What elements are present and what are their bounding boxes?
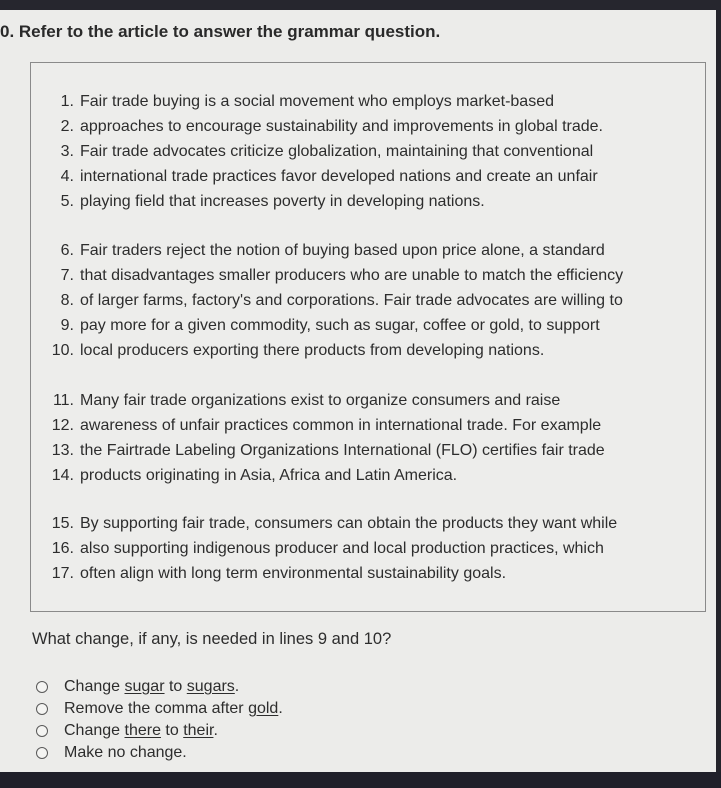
line-number: 16. — [51, 540, 74, 557]
top-bezel — [0, 0, 721, 10]
article-line — [42, 537, 604, 561]
question-heading: 0. Refer to the article to answer the grammar question. — [0, 22, 441, 41]
line-number: 11. — [52, 392, 74, 409]
line-text: that disadvantages smaller producers who are unable to match the efficiency — [80, 267, 624, 284]
article-line — [42, 389, 560, 413]
line-text: local producers exporting there products from developing nations. — [80, 342, 545, 359]
line-text: approaches to encourage sustainability and improvements in global trade. — [80, 118, 603, 135]
line-number: 7. — [60, 267, 74, 284]
line-text: the Fairtrade Labeling Organizations International (FLO) certifies fair trade — [80, 442, 605, 459]
line-text: products originating in Asia, Africa and Latin America. — [80, 467, 458, 484]
line-number: 15. — [51, 515, 74, 532]
line-number: 10. — [51, 342, 74, 359]
article-line — [42, 239, 605, 263]
line-number: 9. — [60, 317, 74, 334]
option-label: Change there to their. — [64, 722, 218, 739]
article-line — [42, 264, 623, 288]
radio-button-icon[interactable] — [36, 681, 48, 693]
line-text: Many fair trade organizations exist to organize consumers and raise — [80, 392, 561, 409]
article-line — [42, 464, 457, 488]
option-label: Remove the comma after gold. — [64, 700, 283, 717]
line-text: Fair trade advocates criticize globalization, maintaining that conventional — [80, 143, 594, 160]
line-text: pay more for a given commodity, such as sugar, coffee or gold, to support — [80, 317, 600, 334]
article-line — [42, 439, 605, 463]
radio-button-icon[interactable] — [36, 725, 48, 737]
line-number: 14. — [51, 467, 74, 484]
option-label: Change sugar to sugars. — [64, 678, 240, 695]
line-text: By supporting fair trade, consumers can obtain the products they want while — [80, 515, 618, 532]
article-line — [42, 165, 598, 189]
line-text: awareness of unfair practices common in international trade. For example — [80, 417, 602, 434]
article-line — [42, 562, 506, 586]
question-text: What change, if any, is needed in lines 9 and 10? — [32, 630, 392, 648]
line-number: 5. — [60, 193, 74, 210]
line-number: 1. — [60, 93, 74, 110]
article-line — [42, 339, 544, 363]
line-number: 2. — [60, 118, 74, 135]
line-number: 4. — [60, 168, 74, 185]
option-label: Make no change. — [64, 744, 187, 761]
line-text: international trade practices favor developed nations and create an unfair — [80, 168, 598, 185]
line-text: often align with long term environmental sustainability goals. — [80, 565, 507, 582]
line-number: 12. — [51, 417, 74, 434]
line-text: Fair trade buying is a social movement who employs market-based — [80, 93, 554, 110]
line-text: playing field that increases poverty in developing nations. — [80, 193, 485, 210]
article-line — [42, 115, 603, 139]
bottom-bezel — [0, 772, 721, 788]
article-line — [42, 314, 600, 338]
article-line — [42, 414, 601, 438]
radio-button-icon[interactable] — [36, 703, 48, 715]
radio-button-icon[interactable] — [36, 747, 48, 759]
line-number: 17. — [51, 565, 74, 582]
article-line — [42, 190, 485, 214]
line-number: 6. — [60, 242, 74, 259]
line-text: of larger farms, factory's and corporations. Fair trade advocates are willing to — [80, 292, 623, 309]
line-number: 8. — [60, 292, 74, 309]
article-line — [42, 512, 617, 536]
line-text: also supporting indigenous producer and local production practices, which — [80, 540, 604, 557]
article-line — [42, 140, 593, 164]
article-line — [42, 90, 554, 114]
line-number: 13. — [51, 442, 74, 459]
article-line — [42, 289, 623, 313]
line-number: 3. — [60, 143, 74, 160]
line-text: Fair traders reject the notion of buying based upon price alone, a standard — [80, 242, 605, 259]
